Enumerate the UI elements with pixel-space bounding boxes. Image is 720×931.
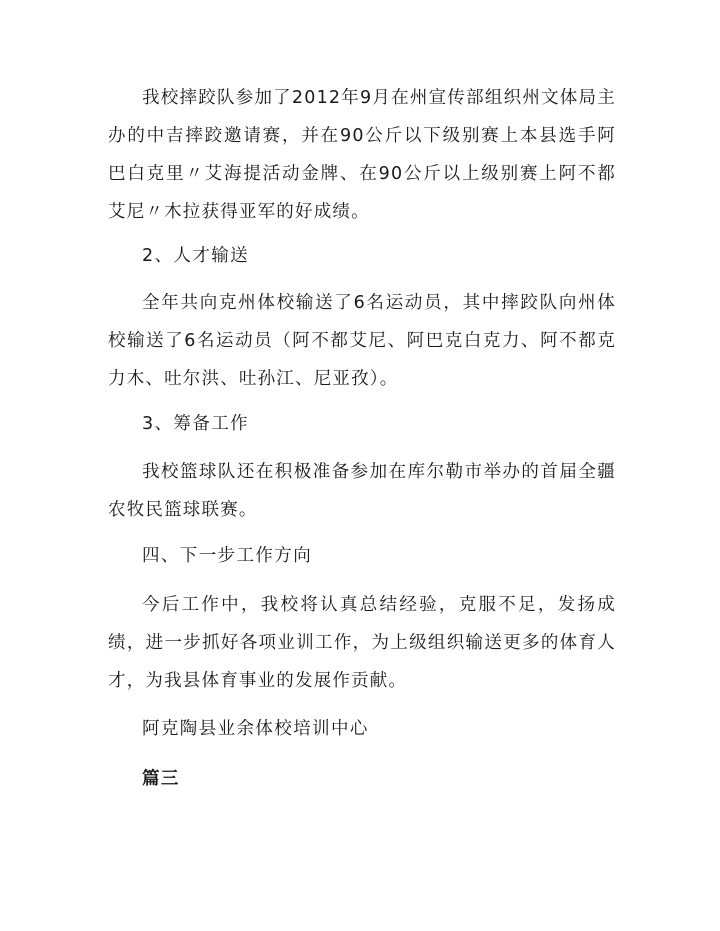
heading-next-steps: 四、下一步工作方向	[142, 546, 313, 566]
signature-line: 阿克陶县业余体校培训中心	[142, 719, 369, 739]
paragraph-preparation: 我校篮球队还在积极准备参加在库尔勒市举办的首届全疆农牧民篮球联赛。	[108, 462, 616, 520]
paragraph-wrestling-results: 我校摔跤队参加了2012年9月在州宣传部组织州文体局主办的中吉摔跤邀请赛，并在90公斤以下级别赛上本县选手阿巴白克里〃艾海提活动金牌、在90公斤以上级别赛上阿不都艾尼〃木拉获得亚军的好成绩。	[108, 88, 616, 222]
section-title: 篇三	[142, 769, 180, 789]
heading-preparation: 3、筹备工作	[142, 414, 250, 434]
heading-talent-transfer: 2、人才输送	[142, 246, 250, 266]
paragraph-next-steps: 今后工作中，我校将认真总结经验，克服不足，发扬成绩，进一步抓好各项业训工作，为上级组织输送更多的体育人才，为我县体育事业的发展作贡献。	[108, 595, 616, 691]
paragraph-talent-transfer: 全年共向克州体校输送了6名运动员，其中摔跤队向州体校输送了6名运动员（阿不都艾尼、阿巴克白克力、阿不都克力木、吐尔洪、吐孙江、尼亚孜）。	[108, 293, 616, 389]
